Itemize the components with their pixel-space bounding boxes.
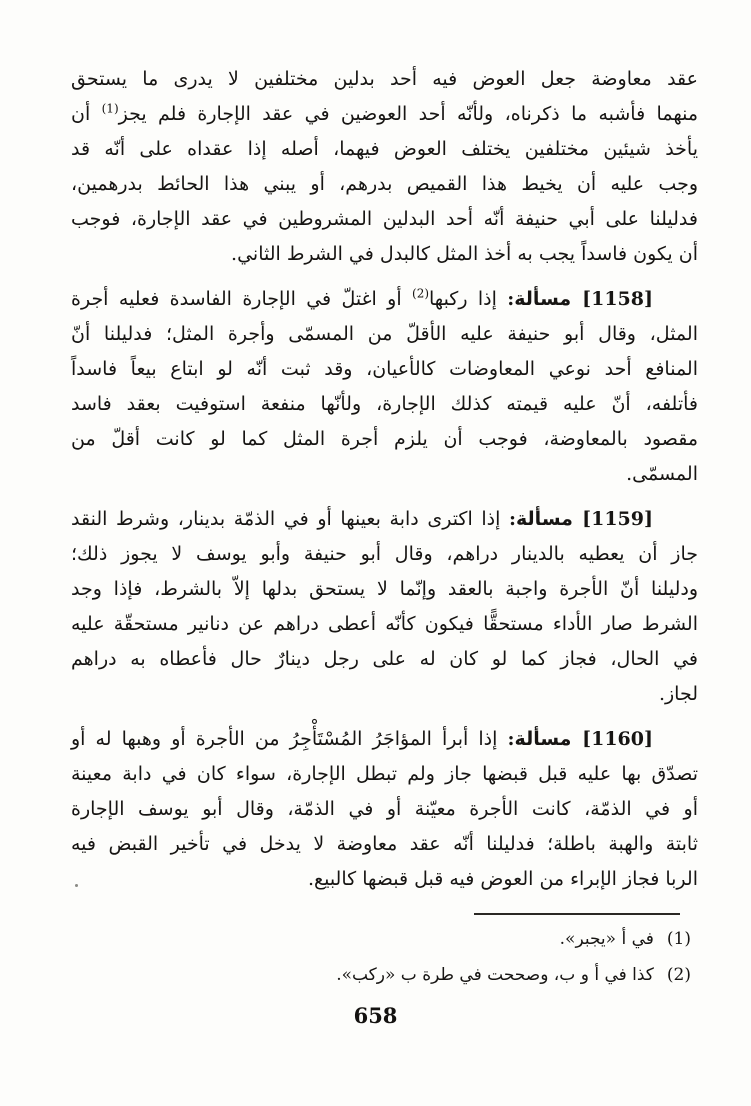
text-segment: منهما فأشبه ما ذكرناه، ولأنّه أحد العوضين في عقد الإجارة فلم يجز <box>118 103 698 125</box>
text-segment: أو في الذمّة، كانت الأجرة معيّنة أو في الذمّة، وقال أبو يوسف الإجارة <box>71 798 698 820</box>
text-segment: إذا أبرأ المؤاجَرُ المُسْتَأْجِرُ من الأجرة أو وهبها له أو <box>71 728 508 750</box>
footnote-reference: (1) <box>101 101 119 116</box>
masala-heading: [1159] مسألة: <box>509 508 653 530</box>
text-line <box>71 677 698 712</box>
text-segment: ودليلنا أنّ الأجرة واجبة بالعقد وإنّما لا يستحق بدلها إلاّ بالشرط، فإذا وجد <box>71 578 698 600</box>
text-segment: جاز أن يعطيه بالدينار دراهم، وقال أبو حنيفة وأبو يوسف لا يجوز ذلك؛ <box>71 543 698 565</box>
text-segment: يأخذ شيئين مختلفين يختلف العوض فيهما، أصله إذا عقداه على أنّه قد <box>71 138 698 160</box>
text-line <box>71 202 698 237</box>
text-segment: أن يكون فاسداً يجب به أخذ المثل كالبدل في الشرط الثاني. <box>231 243 698 265</box>
text-line <box>71 537 698 572</box>
footnote-reference: (2) <box>412 286 430 301</box>
text-line <box>71 827 698 862</box>
text-line <box>71 97 698 132</box>
text-segment: المسمّى. <box>626 463 698 485</box>
text-line <box>71 352 698 387</box>
masala-heading: [1158] مسألة: <box>507 288 653 310</box>
scan-speckle <box>75 884 78 887</box>
footnotes-section <box>71 921 691 993</box>
text-line <box>71 502 698 537</box>
text-segment: في الحال، فجاز كما لو كان له على رجل دينارٌ حال فأعطاه به دراهم <box>71 648 698 670</box>
text-line <box>71 237 698 272</box>
text-segment: فأتلفه، أنّ عليه قيمته كذلك الإجارة، ولأنّها منفعة استوفيت بعقد فاسد <box>71 393 698 415</box>
text-segment: إذا اكترى دابة بعينها أو في الذمّة بدينار، وشرط النقد <box>71 508 510 530</box>
footnote-text: في أ «يجبر». <box>559 929 654 949</box>
text-segment: أن <box>71 103 102 125</box>
paragraph <box>71 282 698 492</box>
text-segment: أو اغتلّ في الإجارة الفاسدة فعليه أجرة <box>71 288 412 310</box>
text-segment: ثابتة والهبة باطلة؛ فدليلنا أنّه عقد معاوضة لا يدخل في تأخير القبض فيه <box>71 833 698 855</box>
text-segment: فدليلنا على أبي حنيفة أنّه أحد البدلين المشروطين في عقد الإجارة، فوجب <box>71 208 698 230</box>
paragraph <box>71 62 698 272</box>
footnote-marker: (2) <box>666 965 691 985</box>
text-line <box>71 607 698 642</box>
text-line <box>71 317 698 352</box>
text-segment: لجاز. <box>658 683 698 705</box>
text-line <box>71 132 698 167</box>
text-line <box>71 422 698 457</box>
text-line <box>71 572 698 607</box>
text-line <box>71 757 698 792</box>
text-line <box>71 792 698 827</box>
text-segment: إذا ركبها <box>429 288 508 310</box>
footnote-separator-rule <box>474 913 680 915</box>
footnote-text: كذا في أ و ب، وصححت في طرة ب «ركب». <box>336 965 654 985</box>
footnote-item <box>71 957 691 993</box>
text-line <box>71 387 698 422</box>
text-segment: تصدّق بها عليه قبل قبضها جاز ولم تبطل الإجارة، سواء كان في دابة معينة <box>71 763 698 785</box>
text-line <box>71 62 698 97</box>
paragraph <box>71 502 698 712</box>
text-line <box>71 167 698 202</box>
text-segment: عقد معاوضة جعل العوض فيه أحد بدلين مختلفين لا يدرى ما يستحق <box>71 68 698 90</box>
paragraph <box>71 722 698 897</box>
text-line <box>71 457 698 492</box>
text-segment: مقصود بالمعاوضة، فوجب أن يلزم أجرة المثل كما لو كانت أقلّ من <box>71 428 698 450</box>
text-segment: الربا فجاز الإبراء من العوض فيه قبل قبضها كالبيع. <box>307 868 698 890</box>
text-segment: المثل، وقال أبو حنيفة عليه الأقلّ من المسمّى وأجرة المثل؛ فدليلنا أنّ <box>71 323 698 345</box>
main-text-body <box>71 62 698 897</box>
text-segment: وجب عليه أن يخيط هذا القميص بدرهم، أو يبني هذا الحائط بدرهمين، <box>71 173 698 195</box>
text-line <box>71 862 698 897</box>
text-line <box>71 722 698 757</box>
footnote-item <box>71 921 691 957</box>
text-segment: الشرط صار الأداء مستحقًّا فيكون كأنّه أعطى دراهم عن دنانير مستحقّة عليه <box>71 613 698 635</box>
page-number: 658 <box>353 1003 398 1028</box>
text-line <box>71 282 698 317</box>
masala-heading: [1160] مسألة: <box>507 728 653 750</box>
footnote-marker: (1) <box>666 929 691 949</box>
text-line <box>71 642 698 677</box>
text-segment: المنافع أحد نوعي المعاوضات كالأعيان، وقد ثبت أنّه لو ابتاع بيعاً فاسداً <box>71 358 698 380</box>
